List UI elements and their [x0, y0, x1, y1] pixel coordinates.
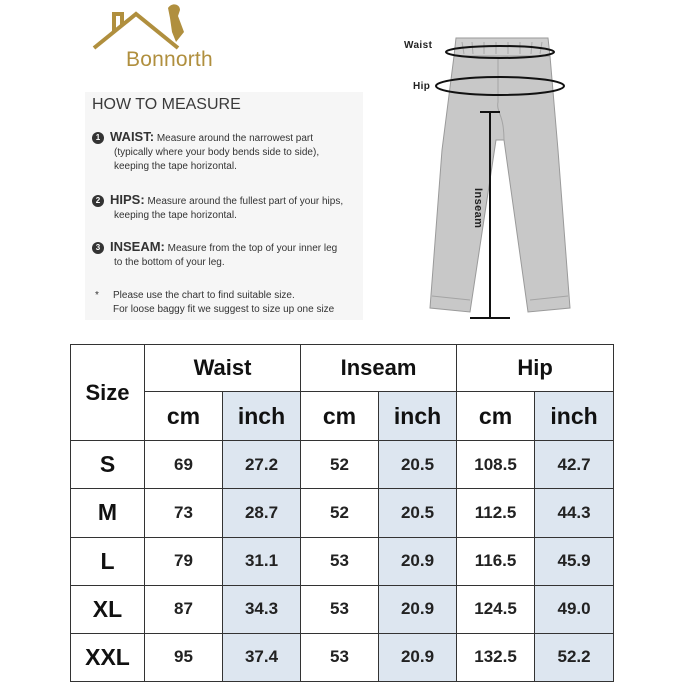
- size-chart-table: [70, 344, 614, 682]
- hip-cm-cell: 116.5: [457, 537, 535, 585]
- inseam-inch-cell: 20.9: [379, 585, 457, 633]
- table-row: [71, 537, 614, 585]
- inseam-cm-cell: 53: [301, 633, 379, 681]
- waist-label: Waist: [404, 40, 433, 51]
- table-row: [71, 441, 614, 489]
- waist-text-line1: Measure around the narrowest part: [156, 133, 314, 144]
- brand-name: Bonnorth: [126, 48, 213, 71]
- hip-inch-cell: 44.3: [535, 489, 614, 537]
- hip-cm-cell: 124.5: [457, 585, 535, 633]
- inseam-cm-cell: 53: [301, 585, 379, 633]
- waist-group-header: Waist: [145, 345, 301, 392]
- inseam-cm-cell: 52: [301, 441, 379, 489]
- size-cell: XL: [71, 585, 145, 633]
- house-bird-logo-icon: [92, 2, 242, 52]
- waist-inch-cell: 28.7: [223, 489, 301, 537]
- size-cell: XXL: [71, 633, 145, 681]
- inseam-text-line1: Measure from the top of your inner leg: [167, 243, 338, 254]
- waist-heading: WAIST:: [110, 129, 155, 144]
- inseam-instruction: [92, 240, 360, 270]
- waist-text-line3: keeping the tape horizontal.: [114, 161, 237, 172]
- unit-header: inch: [535, 392, 614, 441]
- hip-inch-cell: 49.0: [535, 585, 614, 633]
- waist-cm-cell: 69: [145, 441, 223, 489]
- table-row: [71, 489, 614, 537]
- inseam-inch-cell: 20.5: [379, 441, 457, 489]
- hip-label: Hip: [413, 81, 431, 92]
- waist-inch-cell: 34.3: [223, 585, 301, 633]
- note-line1: Please use the chart to find suitable size.: [113, 290, 295, 301]
- hip-cm-cell: 112.5: [457, 489, 535, 537]
- hip-inch-cell: 42.7: [535, 441, 614, 489]
- note-line2: For loose baggy fit we suggest to size up one size: [113, 304, 335, 315]
- how-to-measure-title: HOW TO MEASURE: [92, 96, 241, 113]
- waist-inch-cell: 27.2: [223, 441, 301, 489]
- hip-inch-cell: 45.9: [535, 537, 614, 585]
- size-note: [95, 289, 334, 317]
- pants-diagram: [400, 30, 590, 330]
- hips-text-line2: keeping the tape horizontal.: [114, 210, 237, 221]
- unit-header: inch: [223, 392, 301, 441]
- unit-header: inch: [379, 392, 457, 441]
- inseam-heading: INSEAM:: [110, 239, 165, 254]
- hip-cm-cell: 132.5: [457, 633, 535, 681]
- waist-cm-cell: 87: [145, 585, 223, 633]
- pants-illustration-icon: [400, 30, 590, 330]
- step-number-1: 1: [92, 132, 104, 144]
- unit-header: cm: [457, 392, 535, 441]
- unit-header: cm: [301, 392, 379, 441]
- hips-heading: HIPS:: [110, 192, 145, 207]
- inseam-text-line2: to the bottom of your leg.: [114, 257, 225, 268]
- inseam-cm-cell: 52: [301, 489, 379, 537]
- table-row: [71, 585, 614, 633]
- waist-cm-cell: 73: [145, 489, 223, 537]
- hip-group-header: Hip: [457, 345, 614, 392]
- size-cell: S: [71, 441, 145, 489]
- table-header-row: [71, 345, 614, 392]
- unit-header: cm: [145, 392, 223, 441]
- inseam-label: Inseam: [472, 188, 484, 229]
- brand-logo: [92, 2, 242, 74]
- waist-text-line2: (typically where your body bends side to side),: [114, 147, 320, 158]
- how-to-measure-panel: [85, 92, 363, 320]
- hips-instruction: [92, 193, 360, 223]
- size-cell: M: [71, 489, 145, 537]
- size-rows: [71, 441, 614, 682]
- waist-cm-cell: 95: [145, 633, 223, 681]
- waist-inch-cell: 37.4: [223, 633, 301, 681]
- table-unit-row: [71, 392, 614, 441]
- waist-inch-cell: 31.1: [223, 537, 301, 585]
- inseam-cm-cell: 53: [301, 537, 379, 585]
- note-asterisk: *: [95, 290, 99, 301]
- size-column-header: Size: [71, 345, 145, 441]
- hip-inch-cell: 52.2: [535, 633, 614, 681]
- size-cell: L: [71, 537, 145, 585]
- inseam-inch-cell: 20.5: [379, 489, 457, 537]
- inseam-inch-cell: 20.9: [379, 633, 457, 681]
- waist-instruction: [92, 130, 360, 174]
- waist-cm-cell: 79: [145, 537, 223, 585]
- inseam-inch-cell: 20.9: [379, 537, 457, 585]
- table-row: [71, 633, 614, 681]
- hips-text-line1: Measure around the fullest part of your hips,: [147, 196, 344, 207]
- hip-cm-cell: 108.5: [457, 441, 535, 489]
- step-number-2: 2: [92, 195, 104, 207]
- inseam-group-header: Inseam: [301, 345, 457, 392]
- step-number-3: 3: [92, 242, 104, 254]
